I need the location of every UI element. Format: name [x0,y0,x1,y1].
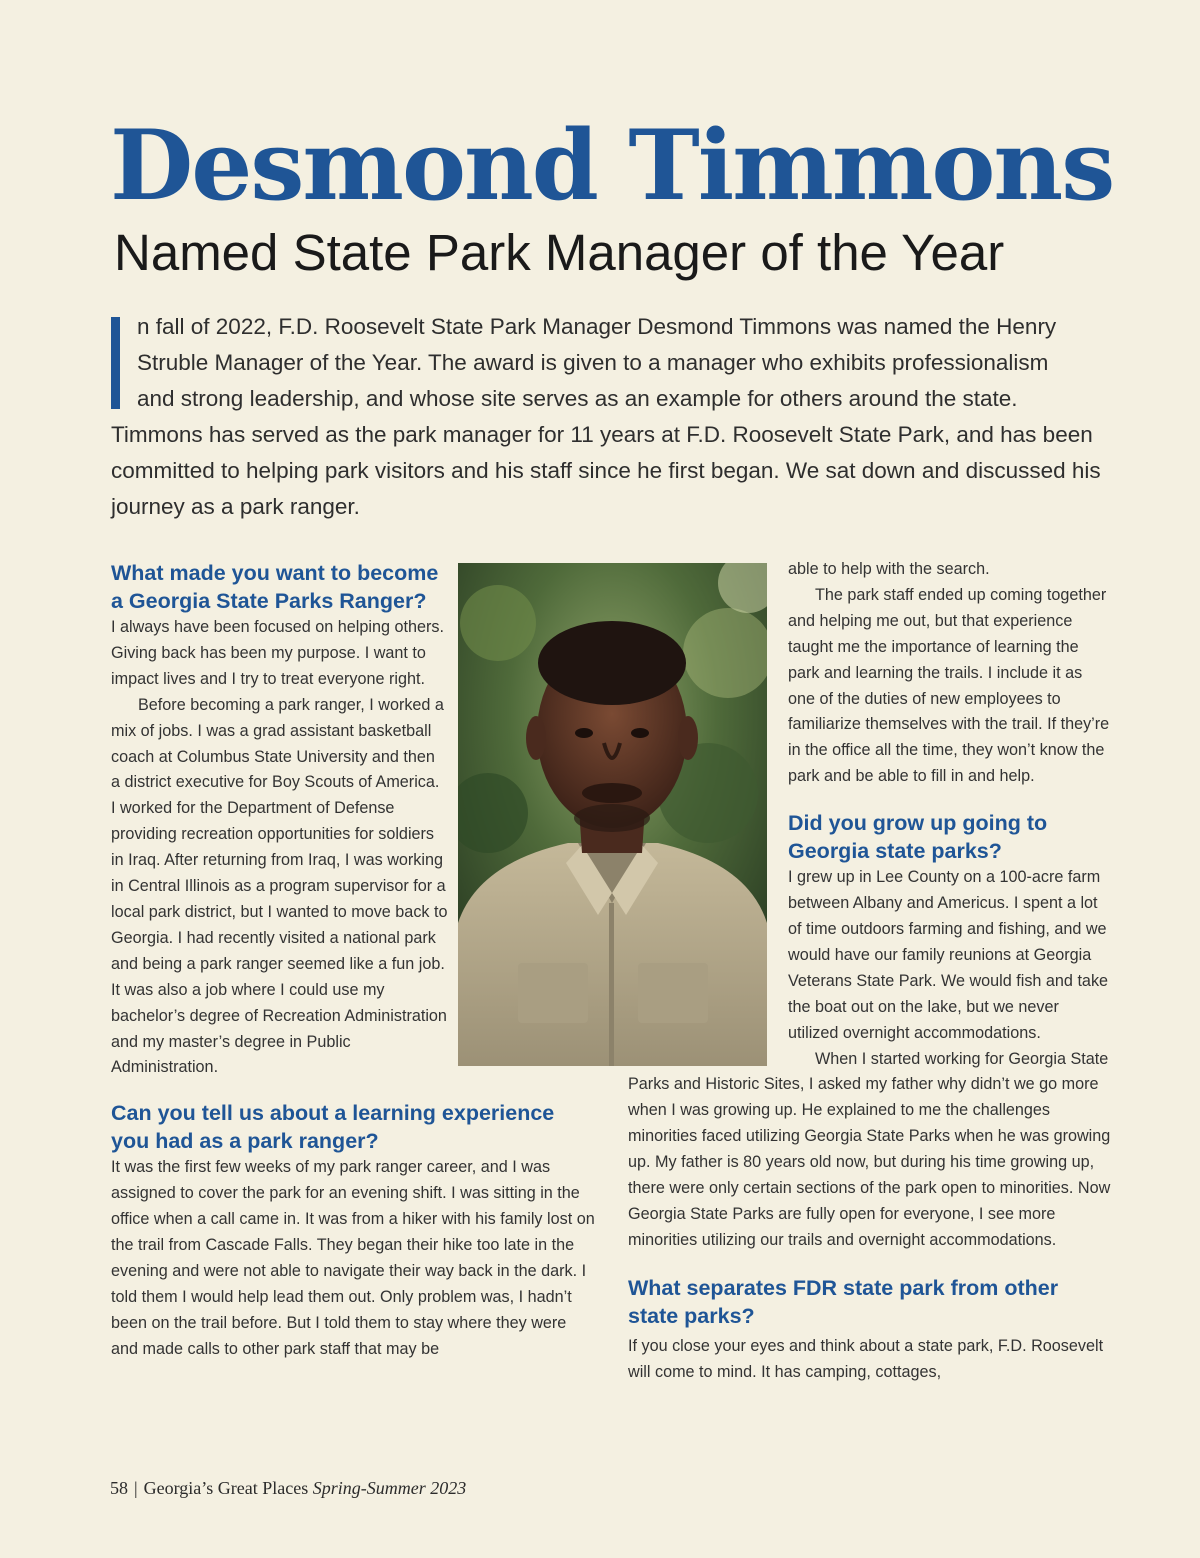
article-column-left [111,559,596,1363]
answer-paragraph: The park staff ended up coming together and helping me out, but that experience taught me the importance of learning the park and learning the trails. I include it as one of the duties of new employees to familiarize themselves with the trail. If they’re in the office all the time, they won’t know the park and be able to fill in and help. [788,585,1110,786]
question-heading: What made you want to become a Georgia State Parks Ranger? [111,561,439,613]
issue-name: Spring-Summer 2023 [312,1478,467,1498]
intro-line: and strong leadership, and whose site serves as an example for others around the state. [137,386,1018,411]
intro-line: Struble Manager of the Year. The award is given to a manager who exhibits professionalism [137,350,1049,375]
article-title: Desmond Timmons [110,109,1114,222]
answer-paragraph: I grew up in Lee County on a 100-acre farm between Albany and Americus. I spent a lot of time outdoors farming and fishing, and we would have our family reunions at Georgia Veterans State Park. We would fish and take the boat out on the lake, but we never utilized overnight accommodations. [788,868,1109,1042]
drop-cap-bar [111,317,120,409]
article-subtitle: Named State Park Manager of the Year [114,224,1005,281]
publication-name: Georgia’s Great Places [143,1478,309,1498]
answer-paragraph: It was the first few weeks of my park ranger career, and I was assigned to cover the park for an evening shift. I was sitting in the office when a call came in. It was from a hiker with his family lost on the trail from Cascade Falls. They began their hike too late in the evening and were not able to navigate their way back in the dark. I told them I would help lead them out. Only problem was, I hadn’t been on the trail before. But I told them to stay where they were and made calls to other park staff that may be [111,1158,595,1358]
intro-line: n fall of 2022, F.D. Roosevelt State Park Manager Desmond Timmons was named the Henry [137,314,1057,339]
answer-paragraph: When I started working for Georgia State Parks and Historic Sites, I asked my father why didn’t we go more when I was growing up. He explained to me the challenges minorities faced utilizing Georgia State Parks when he was growing up. My father is 80 years old now, but during his time growing up, there were only certain sections of the park open to minorities. Now Georgia State Parks are fully open for everyone, I see more minorities utilizing our trails and overnight accommodations. [628,1049,1111,1249]
answer-paragraph: If you close your eyes and think about a state park, F.D. Roosevelt will come to mind. It has camping, cottages, [628,1336,1104,1381]
question-heading: Did you grow up going to Georgia state parks? [788,811,1048,864]
intro-paragraph [111,309,1111,525]
photo-spacer [628,557,788,1066]
page-number: 58 [110,1478,128,1498]
intro-rest: Timmons has served as the park manager for 11 years at F.D. Roosevelt State Park, and has been committed to helping park visitors and his staff since he first began. We sat down and discussed his journey as a park ranger. [111,422,1101,519]
page-footer [110,1478,466,1499]
question-heading: Can you tell us about a learning experience you had as a park ranger? [111,1101,555,1154]
article-column-right [628,557,1112,1386]
answer-paragraph: I always have been focused on helping others. Giving back has been my purpose. I want to impact lives and I try to treat everyone right. [111,618,444,688]
footer-separator: | [134,1478,138,1498]
question-heading: What separates FDR state park from other state parks? [628,1275,1059,1328]
answer-paragraph: able to help with the search. [788,560,990,578]
answer-paragraph: Before becoming a park ranger, I worked a mix of jobs. I was a grad assistant basketball coach at Columbus State University and then a district executive for Boy Scouts of America. I worked for the Department of Defense providing recreation opportunities for soldiers in Iraq. After returning from Iraq, I was working in Central Illinois as a program supervisor for a local park district, but I wanted to move back to Georgia. I had recently visited a national park and being a park ranger seemed like a fun job. It was also a job where I could use my bachelor’s degree of Recreation Administration and my master’s degree in Public Administration. [111,695,448,1077]
